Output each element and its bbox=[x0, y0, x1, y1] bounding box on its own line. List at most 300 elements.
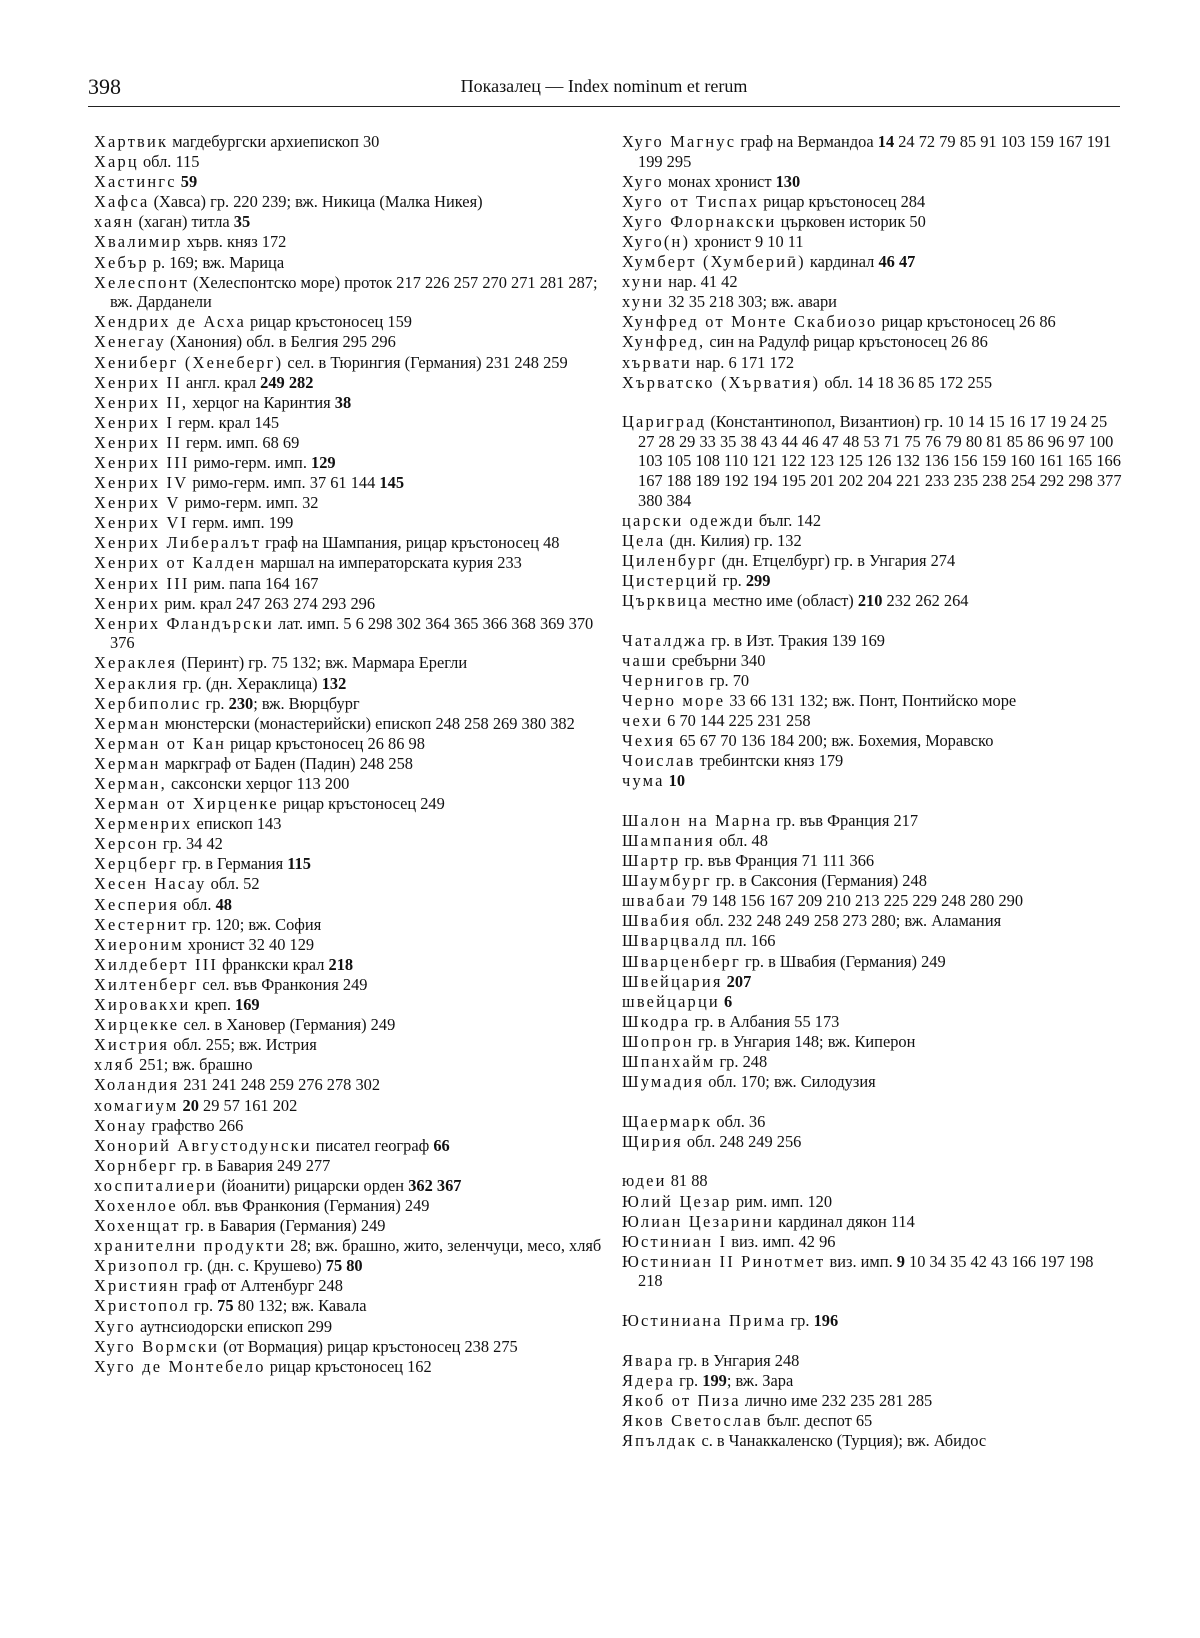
entry-text: обл. 36 bbox=[712, 1111, 766, 1131]
index-entry bbox=[94, 614, 604, 653]
entry-text: 80 132; вж. Кавала bbox=[233, 1296, 367, 1316]
index-entry bbox=[94, 714, 604, 734]
index-entry bbox=[622, 1052, 1122, 1072]
entry-text: сребърни 340 bbox=[667, 650, 766, 670]
index-entry bbox=[622, 1171, 1122, 1191]
entry-text: обл. 115 bbox=[138, 152, 200, 172]
entry-text: хронист 9 10 11 bbox=[690, 231, 804, 251]
entry-headword: Щаермарк bbox=[622, 1111, 713, 1131]
index-entry bbox=[622, 992, 1122, 1012]
entry-text: франкски крал bbox=[218, 954, 329, 974]
index-entry bbox=[622, 731, 1122, 751]
entry-text: рим. имп. 120 bbox=[731, 1191, 833, 1211]
entry-headword: Хохенщат bbox=[94, 1216, 181, 1236]
index-entry bbox=[94, 653, 604, 673]
entry-text: 33 66 131 132; вж. Понт, Понтийско море bbox=[725, 690, 1017, 710]
entry-headword: хуни bbox=[622, 292, 665, 312]
entry-text: 32 35 218 303; вж. авари bbox=[664, 292, 837, 312]
index-entry bbox=[622, 972, 1122, 992]
entry-headword: Хуго Магнус bbox=[622, 132, 737, 151]
main-page-reference: 299 bbox=[745, 570, 771, 590]
index-entry bbox=[94, 152, 604, 172]
entry-text: аутнсиодорски епископ 299 bbox=[135, 1316, 333, 1336]
entry-headword: Хенегау bbox=[94, 332, 166, 352]
entry-text: лат. имп. 5 6 298 302 364 365 366 368 369 370 376 bbox=[110, 613, 594, 653]
entry-headword: Шкодра bbox=[622, 1011, 691, 1031]
index-entry bbox=[94, 574, 604, 594]
main-page-reference: 10 bbox=[664, 771, 686, 791]
entry-text: рицар кръстоносец 249 bbox=[278, 794, 445, 814]
entry-text: маршал на императорската курия 233 bbox=[256, 553, 522, 573]
entry-headword: чехи bbox=[622, 711, 664, 731]
entry-text: 251; вж. брашно bbox=[135, 1055, 253, 1075]
entry-headword: Швейцария bbox=[622, 971, 723, 991]
entry-headword: Чернигов bbox=[622, 670, 706, 690]
entry-headword: хървати bbox=[622, 352, 692, 372]
entry-headword: чаши bbox=[622, 650, 668, 670]
index-entry bbox=[622, 1012, 1122, 1032]
entry-text: гр. bbox=[189, 1296, 218, 1316]
entry-headword: Чехия bbox=[622, 731, 676, 751]
entry-text: герм. имп. 68 69 bbox=[181, 432, 300, 452]
main-page-reference: 130 bbox=[775, 171, 801, 191]
entry-headword: хоспиталиери bbox=[94, 1175, 218, 1195]
entry-text: гр. 248 bbox=[715, 1052, 768, 1072]
entry-headword: Хафса bbox=[94, 192, 150, 212]
index-entry bbox=[622, 412, 1122, 510]
entry-text: гр. (дн. с. Крушево) bbox=[179, 1256, 326, 1276]
entry-headword: Холандия bbox=[94, 1075, 180, 1095]
entry-text: гр. в Германия bbox=[178, 854, 288, 874]
entry-text: обл. 232 248 249 258 273 280; вж. Аламания bbox=[691, 911, 1002, 931]
entry-headword: Херцберг bbox=[94, 854, 178, 874]
index-entry bbox=[622, 272, 1122, 292]
entry-headword: Хуго Флорнакски bbox=[622, 211, 777, 231]
entry-text: нар. 6 171 172 bbox=[691, 352, 795, 372]
entry-text: р. 169; вж. Марица bbox=[148, 252, 285, 272]
entry-headword: Хризопол bbox=[94, 1256, 180, 1276]
main-page-reference: 20 bbox=[182, 1095, 199, 1115]
entry-headword: Хилдеберт III bbox=[94, 954, 219, 974]
entry-headword: Хуго(н) bbox=[622, 231, 691, 251]
entry-text: гр. в Швабия (Германия) 249 bbox=[740, 951, 946, 971]
index-entry bbox=[94, 694, 604, 714]
entry-headword: Шумадия bbox=[622, 1072, 705, 1092]
entry-headword: Циленбург bbox=[622, 550, 718, 570]
entry-text: гр. (дн. Хераклица) bbox=[178, 673, 322, 693]
entry-text: граф на Вермандоа bbox=[736, 132, 878, 151]
index-entry bbox=[94, 594, 604, 614]
main-page-reference: 132 bbox=[321, 673, 347, 693]
entry-headword: Хартвик bbox=[94, 132, 169, 151]
entry-text: (Ханония) обл. в Белгия 295 296 bbox=[165, 332, 396, 352]
index-entry bbox=[94, 915, 604, 935]
index-entry bbox=[94, 935, 604, 955]
index-entry bbox=[94, 1035, 604, 1055]
entry-headword: Харц bbox=[94, 152, 139, 172]
entry-headword: Хиероним bbox=[94, 934, 184, 954]
index-entry bbox=[94, 1216, 604, 1236]
index-entry bbox=[94, 774, 604, 794]
entry-text: гр. bbox=[786, 1310, 814, 1330]
main-page-reference: 230 bbox=[228, 693, 254, 713]
entry-text: рим. папа 164 167 bbox=[189, 573, 319, 593]
index-entry bbox=[622, 831, 1122, 851]
entry-text: пл. 166 bbox=[721, 931, 776, 951]
index-entry bbox=[94, 312, 604, 332]
entry-headword: Хенрих II bbox=[94, 432, 182, 452]
entry-text: бълг. 142 bbox=[754, 510, 822, 530]
entry-text: обл. във Франкония (Германия) 249 bbox=[177, 1195, 430, 1215]
entry-text: гр. bbox=[718, 570, 746, 590]
index-entry bbox=[94, 1075, 604, 1095]
entry-headword: Херман, bbox=[94, 774, 167, 793]
index-entry bbox=[622, 871, 1122, 891]
index-entry bbox=[622, 1371, 1122, 1391]
entry-text: син на Радулф рицар кръстоносец 26 86 bbox=[705, 332, 988, 352]
entry-headword: Хенрих Либералът bbox=[94, 533, 262, 553]
entry-text: лично име 232 235 281 285 bbox=[740, 1390, 933, 1410]
entry-headword: Хестернит bbox=[94, 914, 188, 934]
entry-text: граф от Алтенбург 248 bbox=[179, 1276, 343, 1296]
entry-text: обл. 48 bbox=[714, 831, 768, 850]
entry-headword: Хелеспонт bbox=[94, 272, 189, 292]
index-entry bbox=[622, 252, 1122, 272]
main-page-reference: 6 bbox=[719, 991, 733, 1011]
entry-text: гр. bbox=[201, 693, 229, 713]
entry-text: римо-герм. имп. 37 61 144 bbox=[188, 473, 380, 493]
index-entry bbox=[94, 995, 604, 1015]
index-entry bbox=[94, 332, 604, 352]
entry-headword: Шварцвалд bbox=[622, 931, 722, 951]
main-page-reference: 14 bbox=[877, 132, 895, 151]
index-entry bbox=[622, 551, 1122, 571]
entry-text: 65 67 70 136 184 200; вж. Бохемия, Моравско bbox=[675, 731, 994, 751]
entry-text: херцог на Каринтия bbox=[188, 392, 335, 412]
index-column-left bbox=[94, 132, 604, 1396]
entry-text: (Хавса) гр. 220 239; вж. Никица (Малка Никея) bbox=[149, 192, 483, 212]
index-entry bbox=[94, 232, 604, 252]
main-page-reference: 199 bbox=[702, 1370, 727, 1390]
index-entry bbox=[94, 674, 604, 694]
index-entry bbox=[622, 292, 1122, 312]
entry-headword: Хенрих III bbox=[94, 573, 190, 593]
entry-text: гр. във Франция 71 111 366 bbox=[680, 851, 875, 871]
index-entry bbox=[94, 132, 604, 152]
entry-text: 79 148 156 167 209 210 213 225 229 248 280 290 bbox=[687, 891, 1024, 911]
index-entry bbox=[622, 1411, 1122, 1431]
index-entry bbox=[622, 651, 1122, 671]
main-page-reference: 59 bbox=[176, 172, 198, 192]
index-entry bbox=[622, 511, 1122, 531]
entry-headword: Хорнберг bbox=[94, 1155, 178, 1175]
entry-text: обл. 170; вж. Силодузия bbox=[704, 1072, 876, 1092]
entry-text: магдебургски архиепископ 30 bbox=[168, 132, 380, 151]
page-header bbox=[88, 72, 1120, 107]
entry-text: бълг. деспот 65 bbox=[762, 1410, 873, 1430]
index-entry bbox=[94, 1357, 604, 1377]
index-entry bbox=[622, 952, 1122, 972]
index-entry bbox=[94, 212, 604, 232]
entry-text: обл. 248 249 256 bbox=[682, 1131, 802, 1151]
index-entry bbox=[622, 1212, 1122, 1232]
entry-headword: Хастингс bbox=[94, 172, 177, 192]
entry-text: обл. bbox=[178, 894, 216, 914]
index-entry bbox=[94, 192, 604, 212]
entry-text: сел. във Франкония 249 bbox=[198, 974, 368, 994]
entry-headword: швейцарци bbox=[622, 991, 720, 1011]
main-page-reference: 145 bbox=[379, 473, 405, 493]
entry-text: герм. крал 145 bbox=[174, 412, 280, 432]
index-entry bbox=[622, 711, 1122, 731]
index-entry bbox=[94, 513, 604, 533]
main-page-reference: 46 bbox=[878, 252, 895, 272]
entry-text: хърв. княз 172 bbox=[182, 232, 287, 252]
index-entry bbox=[94, 975, 604, 995]
index-entry bbox=[94, 1296, 604, 1316]
entry-text: епископ 143 bbox=[192, 814, 282, 834]
entry-text: кардинал bbox=[805, 252, 879, 272]
index-entry bbox=[94, 172, 604, 192]
entry-text: 81 88 bbox=[666, 1171, 708, 1191]
index-entry bbox=[94, 533, 604, 553]
index-entry bbox=[622, 1032, 1122, 1052]
entry-headword: швабаи bbox=[622, 891, 688, 911]
entry-headword: царски одежди bbox=[622, 510, 755, 530]
entry-headword: Хендрих де Асха bbox=[94, 312, 246, 332]
index-entry bbox=[622, 332, 1122, 352]
entry-headword: Япълдак bbox=[622, 1430, 698, 1450]
entry-text: 24 72 79 85 91 103 159 167 191 199 295 bbox=[638, 132, 1112, 171]
index-entry bbox=[94, 854, 604, 874]
entry-text: 231 241 248 259 276 278 302 bbox=[179, 1075, 381, 1095]
entry-headword: Херман от Кан bbox=[94, 733, 227, 753]
entry-headword: юдеи bbox=[622, 1171, 667, 1191]
main-page-reference: 196 bbox=[813, 1310, 839, 1330]
entry-text: креп. bbox=[190, 995, 236, 1015]
entry-headword: Шаумбург bbox=[622, 871, 712, 891]
index-entry bbox=[94, 433, 604, 453]
entry-headword: Херменрих bbox=[94, 814, 193, 834]
index-letter-group bbox=[622, 1351, 1122, 1451]
entry-text: монах хронист bbox=[663, 171, 776, 191]
index-entry bbox=[622, 571, 1122, 591]
index-letter-group bbox=[622, 1311, 1122, 1331]
entry-headword: Хирцекке bbox=[94, 1015, 180, 1035]
index-entry bbox=[622, 811, 1122, 831]
page-number: 398 bbox=[88, 74, 121, 99]
index-entry bbox=[622, 232, 1122, 252]
index-entry bbox=[94, 1196, 604, 1216]
index-entry bbox=[94, 814, 604, 834]
entry-headword: Херман от Хирценке bbox=[94, 794, 279, 814]
index-entry bbox=[622, 931, 1122, 951]
index-entry bbox=[622, 671, 1122, 691]
index-entry bbox=[622, 192, 1122, 212]
index-entry bbox=[622, 1252, 1122, 1291]
index-entry bbox=[622, 1391, 1122, 1411]
index-entry bbox=[622, 911, 1122, 931]
index-entry bbox=[622, 631, 1122, 651]
index-entry bbox=[94, 1236, 604, 1256]
entry-headword: Хуго Вормски bbox=[94, 1336, 220, 1356]
entry-headword: Хумберт (Хумбериӣ) bbox=[622, 252, 806, 272]
index-entry bbox=[94, 1176, 604, 1196]
main-page-reference: 169 bbox=[235, 995, 260, 1015]
entry-headword: Шампания bbox=[622, 831, 715, 850]
entry-text: гр. 70 bbox=[705, 670, 750, 690]
entry-text: 10 34 35 42 43 166 197 198 218 bbox=[638, 1251, 1094, 1291]
index-entry bbox=[622, 1132, 1122, 1152]
running-title: Показалец — Index nominum et rerum bbox=[460, 76, 748, 96]
entry-headword: хранителни продукти bbox=[94, 1236, 287, 1256]
index-entry bbox=[94, 373, 604, 393]
entry-text: гр. 34 42 bbox=[158, 834, 223, 854]
index-letter-group bbox=[622, 412, 1122, 610]
main-page-reference: 48 bbox=[215, 894, 232, 914]
index-entry bbox=[94, 253, 604, 273]
main-page-reference: 362 bbox=[408, 1175, 433, 1195]
entry-headword: Цела bbox=[622, 530, 666, 550]
entry-headword: Хохенлое bbox=[94, 1195, 178, 1215]
entry-headword: Чоислав bbox=[622, 751, 696, 771]
entry-headword: Юстиниан I bbox=[622, 1231, 728, 1251]
entry-text: графство 266 bbox=[147, 1115, 244, 1135]
entry-headword: Черно море bbox=[622, 690, 726, 710]
entry-text: обл. 52 bbox=[206, 874, 260, 894]
index-entry bbox=[622, 172, 1122, 192]
index-entry bbox=[94, 1317, 604, 1337]
index-entry bbox=[94, 754, 604, 774]
entry-headword: Църквица bbox=[622, 591, 709, 611]
index-entry bbox=[94, 1276, 604, 1296]
entry-headword: Шпанхайм bbox=[622, 1052, 716, 1072]
entry-text: рицар кръстоносец 26 86 98 bbox=[226, 733, 425, 753]
index-entry bbox=[622, 373, 1122, 393]
main-page-reference: 210 bbox=[857, 591, 883, 611]
entry-headword: Хесен Насау bbox=[94, 874, 207, 894]
entry-text: виз. имп. 42 96 bbox=[727, 1231, 836, 1251]
entry-headword: Хуго bbox=[622, 171, 664, 191]
entry-text: гр. в Унгария 148; вж. Киперон bbox=[693, 1031, 916, 1051]
entry-text: местно име (област) bbox=[708, 591, 858, 611]
main-page-reference: 249 bbox=[260, 372, 285, 392]
index-entry bbox=[622, 1431, 1122, 1451]
main-page-reference: 207 bbox=[722, 971, 752, 991]
index-entry bbox=[622, 691, 1122, 711]
entry-headword: Хистрия bbox=[94, 1035, 170, 1055]
index-entry bbox=[622, 312, 1122, 332]
index-entry bbox=[94, 393, 604, 413]
entry-headword: Юстиниан II Ринотмет bbox=[622, 1251, 826, 1271]
entry-headword: Херман bbox=[94, 713, 161, 733]
index-entry bbox=[622, 1351, 1122, 1371]
entry-headword: Хербиполис bbox=[94, 693, 202, 713]
entry-headword: Херсон bbox=[94, 834, 159, 854]
entry-headword: Хърватско (Хърватия) bbox=[622, 372, 821, 392]
main-page-reference: 115 bbox=[287, 854, 311, 874]
index-entry bbox=[94, 1136, 604, 1156]
index-entry bbox=[94, 874, 604, 894]
entry-headword: Чаталджа bbox=[622, 630, 708, 650]
index-entry bbox=[94, 453, 604, 473]
entry-text: (от Вормация) рицар кръстоносец 238 275 bbox=[219, 1336, 518, 1356]
entry-headword: хляб bbox=[94, 1055, 136, 1075]
entry-text: (дн. Килия) гр. 132 bbox=[665, 530, 802, 550]
main-page-reference: 47 bbox=[894, 252, 916, 272]
index-entry bbox=[622, 751, 1122, 771]
entry-text: ; вж. Вюрцбург bbox=[253, 693, 360, 713]
entry-text: римо-герм. имп. bbox=[189, 453, 312, 472]
main-page-reference: 66 bbox=[433, 1135, 450, 1155]
entry-text: рицар кръстоносец 162 bbox=[265, 1356, 432, 1376]
entry-text: (Константинопол, Византион) гр. 10 14 15 16 17 19 24 25 27 28 29 33 35 38 43 44 46 47 48 53 71 75 76 79 80 81 85 86 96 97 100 103 105 108 110 121 122 123 125 126 132 136 156 159 160 161 165 166 167 188 189 192 194 195 201 202 204 221 233 235 238 254 292 298 377 380 384 bbox=[638, 412, 1122, 510]
entry-text: мюнстерски (монастерийски) епископ 248 258 269 380 382 bbox=[160, 713, 575, 733]
entry-headword: Хвалимир bbox=[94, 232, 183, 252]
index-entry bbox=[94, 273, 604, 312]
entry-headword: Хуго от Тиспах bbox=[622, 191, 760, 211]
main-page-reference: 282 bbox=[284, 372, 314, 392]
entry-headword: Шартр bbox=[622, 851, 681, 871]
index-entry bbox=[94, 493, 604, 513]
entry-text: герм. имп. 199 bbox=[188, 513, 294, 533]
entry-headword: Хуго bbox=[94, 1316, 136, 1336]
main-page-reference: 80 bbox=[342, 1256, 363, 1276]
index-entry bbox=[94, 1015, 604, 1035]
entry-text: с. в Чанаккаленско (Турция); вж. Абидос bbox=[697, 1430, 987, 1450]
entry-text: 232 262 264 bbox=[882, 591, 969, 611]
index-entry bbox=[94, 955, 604, 975]
entry-text: хронист 32 40 129 bbox=[183, 934, 315, 954]
index-entry bbox=[94, 1256, 604, 1276]
index-entry bbox=[622, 1311, 1122, 1331]
entry-headword: хаян bbox=[94, 212, 135, 232]
entry-text: (Перинт) гр. 75 132; вж. Мармара Ерегли bbox=[177, 653, 468, 673]
index-entry bbox=[622, 891, 1122, 911]
entry-text: сел. в Тюрингия (Германия) 231 248 259 bbox=[283, 352, 568, 372]
entry-text: гр. в Албания 55 173 bbox=[690, 1011, 840, 1031]
entry-headword: Швабия bbox=[622, 911, 692, 931]
index-letter-group bbox=[622, 1171, 1122, 1291]
entry-headword: Херман bbox=[94, 753, 161, 773]
entry-text: гр. в Изт. Тракия 139 169 bbox=[707, 630, 885, 650]
main-page-reference: 75 bbox=[325, 1256, 343, 1276]
entry-text: гр. в Саксония (Германия) 248 bbox=[711, 871, 927, 891]
entry-text: (йоанити) рицарски орден bbox=[217, 1175, 409, 1195]
index-entry bbox=[94, 895, 604, 915]
entry-text: граф на Шампания, рицар кръстоносец 48 bbox=[261, 533, 560, 553]
entry-text: обл. 14 18 36 85 172 255 bbox=[820, 372, 993, 392]
index-entry bbox=[94, 794, 604, 814]
index-column-right bbox=[622, 132, 1122, 1471]
main-page-reference: 9 bbox=[896, 1251, 905, 1271]
entry-headword: Хенрих IV bbox=[94, 473, 189, 493]
entry-headword: Христопол bbox=[94, 1296, 190, 1316]
entry-headword: Хенрих II bbox=[94, 372, 182, 392]
entry-text: римо-герм. имп. 32 bbox=[180, 493, 319, 513]
entry-text: сел. в Хановер (Германия) 249 bbox=[179, 1015, 396, 1035]
main-page-reference: 129 bbox=[311, 453, 336, 472]
entry-headword: Хонау bbox=[94, 1115, 148, 1135]
entry-headword: Хераклия bbox=[94, 673, 179, 693]
index-entry bbox=[622, 1112, 1122, 1132]
index-entry bbox=[94, 1096, 604, 1116]
index-entry bbox=[622, 1232, 1122, 1252]
entry-text: рим. крал 247 263 274 293 296 bbox=[160, 593, 376, 613]
index-entry bbox=[622, 591, 1122, 611]
index-entry bbox=[94, 1055, 604, 1075]
entry-headword: хуни bbox=[622, 272, 665, 292]
